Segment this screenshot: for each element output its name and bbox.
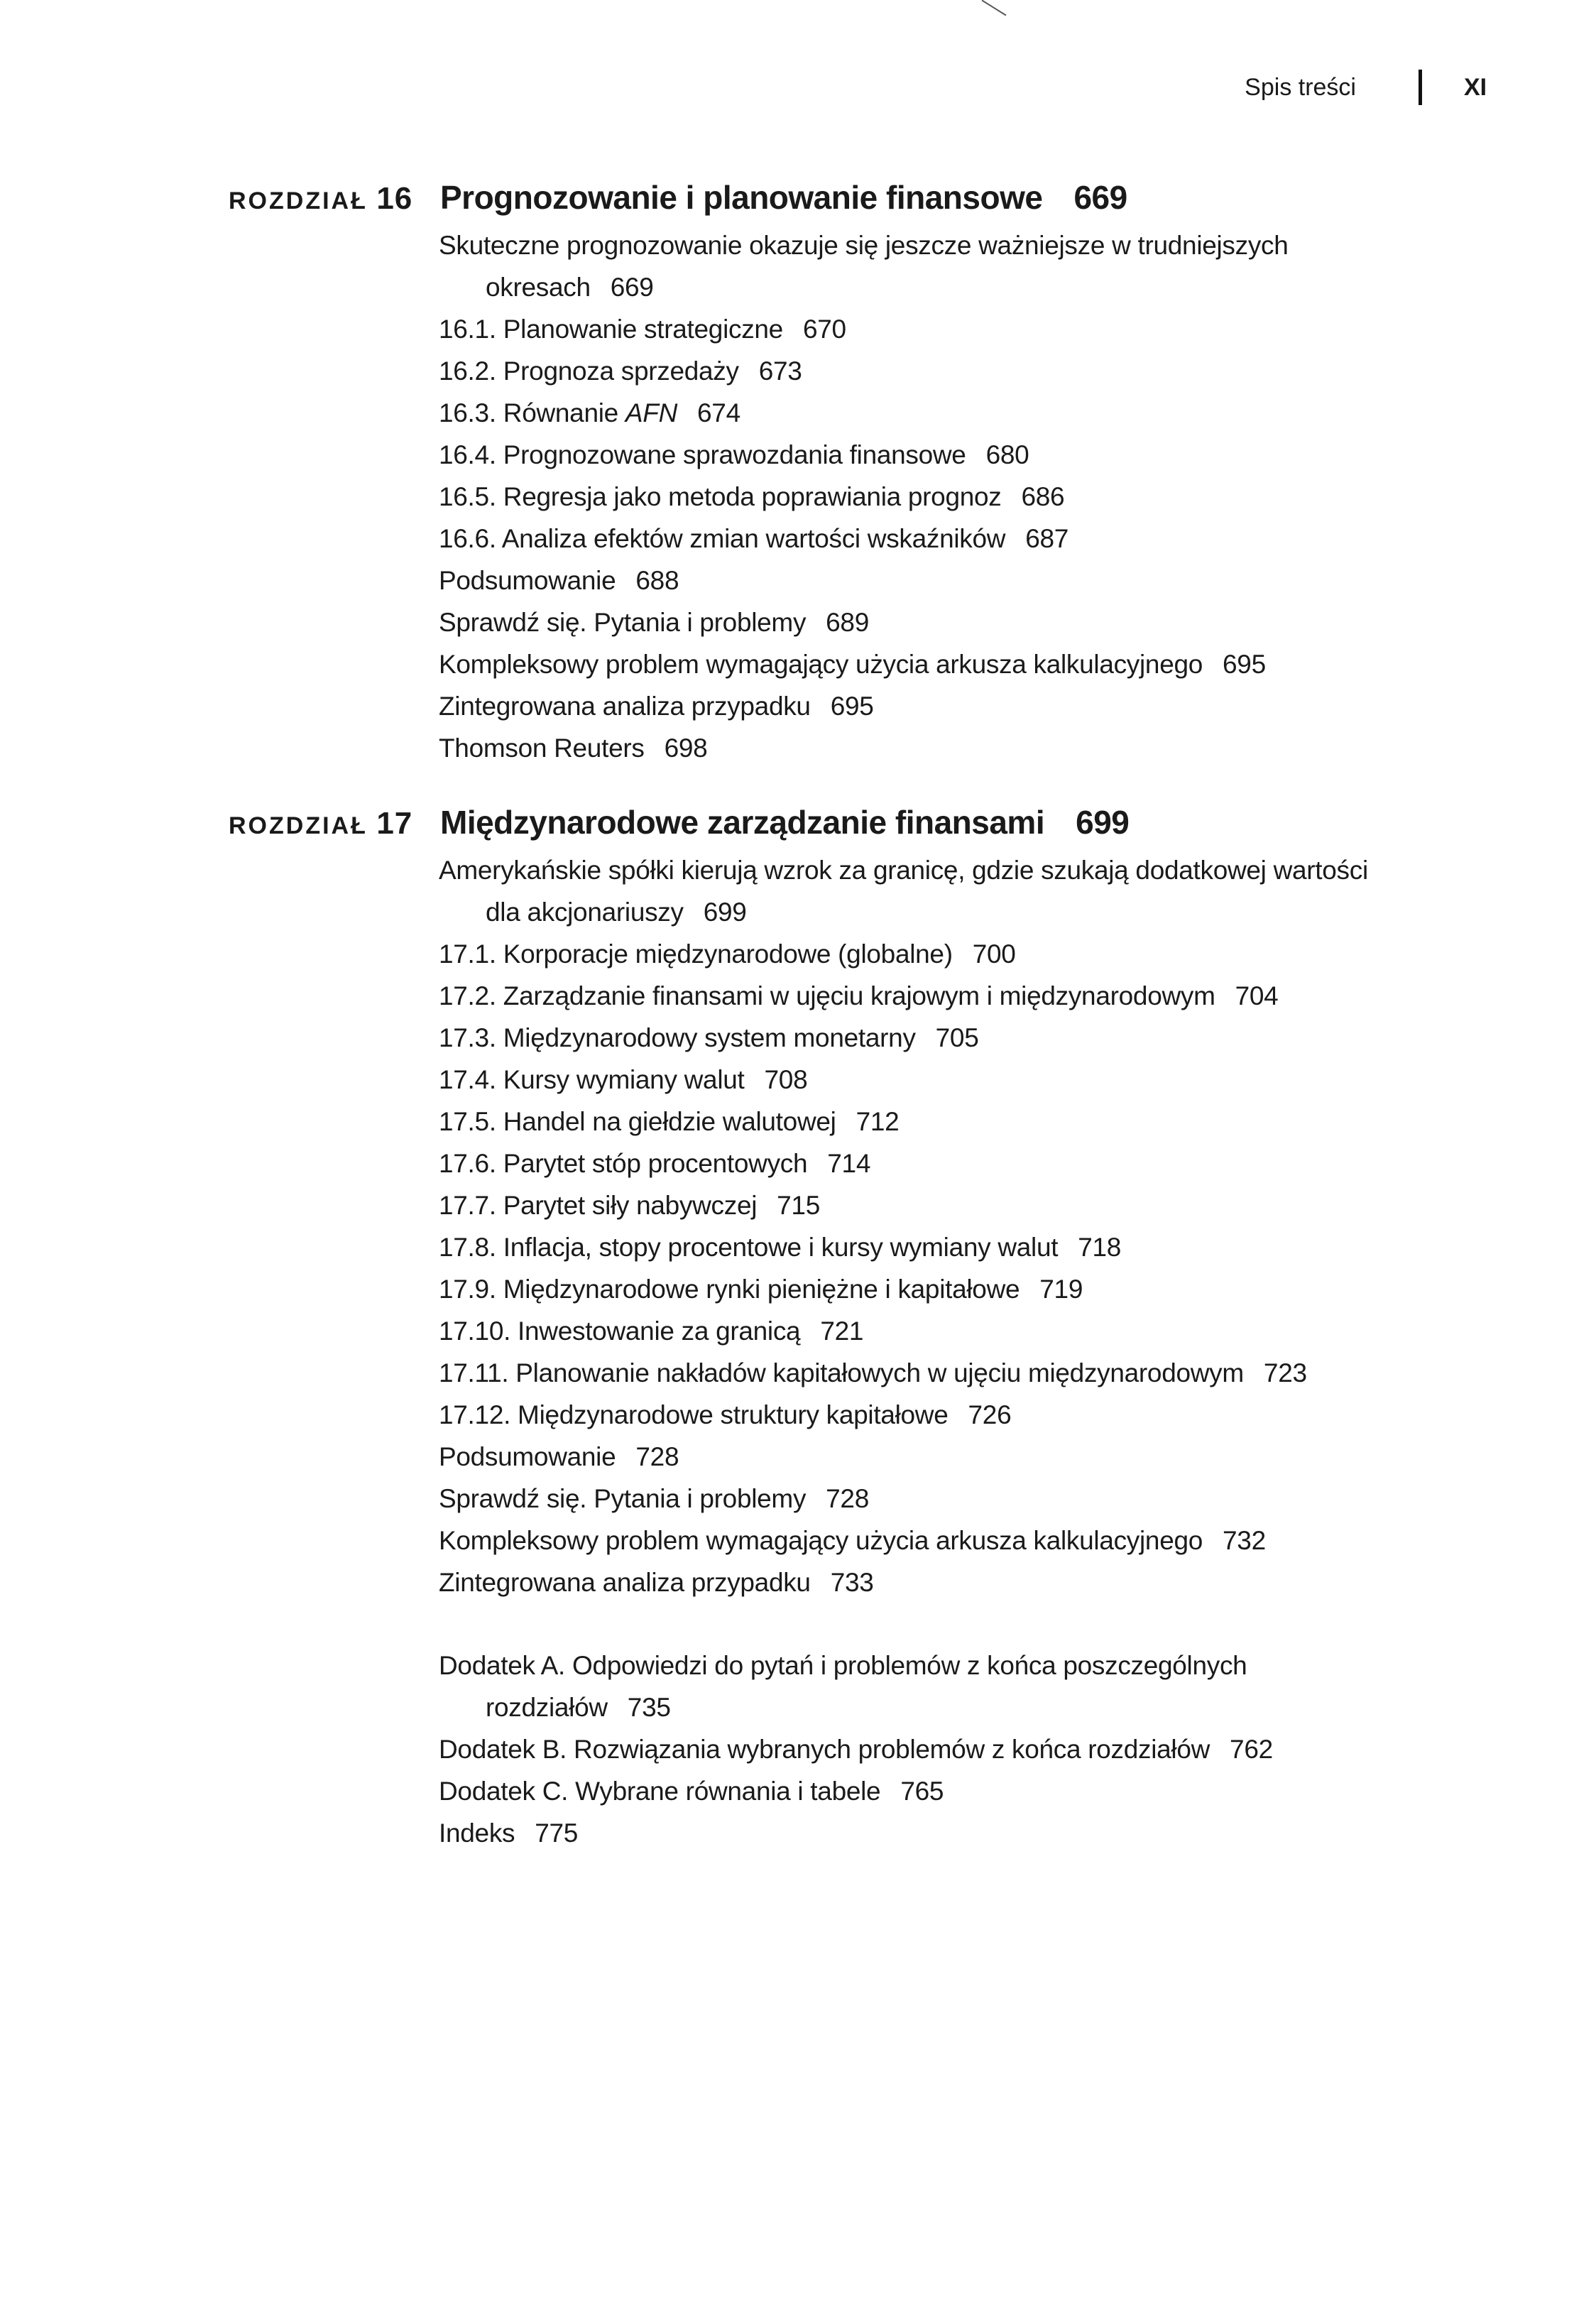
entry-page: 726 [968,1400,1012,1429]
entry-page: 695 [1223,650,1266,679]
chapter-page: 699 [1076,804,1130,841]
entry-page: 718 [1078,1233,1122,1262]
entry-title: 16.2. Prognoza sprzedaży [439,356,739,386]
header-page-number: XI [1464,74,1487,101]
toc-entry[interactable] [439,1436,1368,1478]
chapter-number: 17 [376,806,413,841]
toc-entry[interactable] [439,601,1289,643]
chapter-title[interactable] [440,800,1129,845]
toc-entry[interactable] [439,1017,1368,1059]
toc-entry[interactable] [439,1478,1368,1520]
entry-page: 670 [802,315,846,344]
entry-title: 17.12. Międzynarodowe struktury kapitałowe [439,1400,949,1429]
entry-page: 775 [535,1818,579,1848]
entry-page: 689 [826,608,869,637]
toc-entry[interactable] [439,1268,1368,1310]
chapter-entries [439,849,1368,1603]
toc-entry[interactable] [439,1520,1368,1561]
entry-page: 715 [777,1191,820,1220]
toc-entry[interactable] [439,727,1289,769]
entry-page: 669 [610,273,654,302]
entry-page: 705 [935,1023,979,1052]
entry-title: Kompleksowy problem wymagający użycia arkusza kalkulacyjnego [439,650,1203,679]
toc-entry[interactable] [439,975,1368,1017]
entry-title: 17.5. Handel na giełdzie walutowej [439,1107,836,1136]
toc-entry[interactable] [439,1184,1368,1226]
entry-page: 680 [985,440,1029,469]
entry-title: 17.11. Planowanie nakładów kapitałowych w ujęciu międzynarodowym [439,1358,1244,1387]
entry-page: 687 [1025,524,1069,553]
chapter-label-text: ROZDZIAŁ [229,812,368,839]
entry-page: 712 [856,1107,900,1136]
chapter-label [229,802,412,847]
entry-title-continuation: rozdziałów [486,1693,608,1722]
entry-title: Dodatek B. Rozwiązania wybranych problemów z końca rozdziałów [439,1735,1210,1764]
entry-page: 723 [1263,1358,1307,1387]
toc-entry[interactable] [439,518,1289,560]
entry-page: 765 [900,1777,944,1806]
entry-title: 17.6. Parytet stóp procentowych [439,1149,808,1178]
chapter-title-text: Prognozowanie i planowanie finansowe [440,179,1043,216]
chapter-page: 669 [1073,179,1127,216]
entry-title: Kompleksowy problem wymagający użycia arkusza kalkulacyjnego [439,1526,1203,1555]
toc-entry[interactable] [439,434,1289,476]
entry-title: 16.3. Równanie [439,398,625,427]
entry-title: 17.10. Inwestowanie za granicą [439,1316,801,1346]
chapter-title-text: Międzynarodowe zarządzanie finansami [440,804,1045,841]
header-section: Spis treści [1245,74,1356,101]
entry-title: 17.4. Kursy wymiany walut [439,1065,745,1094]
toc-entry[interactable] [439,1770,1273,1812]
entry-title: 16.5. Regresja jako metoda poprawiania prognoz [439,482,1002,511]
entry-title: Skuteczne prognozowanie okazuje się jeszcze ważniejsze w trudniejszych [439,231,1289,260]
toc-entry[interactable] [439,1143,1368,1184]
entry-page: 728 [635,1442,679,1471]
toc-entry[interactable] [439,1310,1368,1352]
scan-mark [982,0,1007,16]
entry-page: 688 [635,566,679,595]
entry-page: 732 [1223,1526,1266,1555]
toc-entry[interactable] [439,476,1289,518]
toc-entry[interactable] [439,1394,1368,1436]
entry-title: Zintegrowana analiza przypadku [439,692,811,721]
entry-title: Podsumowanie [439,1442,616,1471]
entry-page: 733 [830,1568,874,1597]
chapter-entries [439,224,1289,769]
toc-entry[interactable] [439,1059,1368,1101]
entry-title: 16.4. Prognozowane sprawozdania finansowe [439,440,966,469]
toc-entry[interactable] [439,1226,1368,1268]
entry-title: 17.3. Międzynarodowy system monetarny [439,1023,916,1052]
toc-entry-continuation[interactable] [439,891,1368,933]
toc-entry[interactable] [439,392,1289,434]
toc-entry-continuation[interactable] [439,266,1289,308]
header-divider [1419,70,1422,105]
toc-entry[interactable] [439,224,1289,266]
entry-title: Sprawdź się. Pytania i problemy [439,608,807,637]
entry-page: 673 [758,356,802,386]
entry-page: 686 [1021,482,1065,511]
toc-entry[interactable] [439,933,1368,975]
entry-page: 721 [820,1316,864,1346]
entry-page: 695 [830,692,874,721]
entry-title: 16.1. Planowanie strategiczne [439,315,783,344]
entry-page: 699 [703,898,747,927]
chapter-label-text: ROZDZIAŁ [229,187,368,214]
toc-entry[interactable] [439,1645,1273,1686]
entry-page: 698 [664,734,708,763]
entry-title: 17.1. Korporacje międzynarodowe (globalne) [439,939,953,969]
entry-title: Amerykańskie spółki kierują wzrok za granicę, gdzie szukają dodatkowej wartości [439,856,1368,885]
toc-entry-continuation[interactable] [439,1686,1273,1728]
toc-entry[interactable] [439,643,1289,685]
entry-title: Sprawdź się. Pytania i problemy [439,1484,807,1513]
toc-entry[interactable] [439,1728,1273,1770]
toc-entry[interactable] [439,1812,1273,1854]
entry-title: 16.6. Analiza efektów zmian wartości wskaźników [439,524,1006,553]
toc-entry[interactable] [439,560,1289,601]
entry-title: Zintegrowana analiza przypadku [439,1568,811,1597]
entry-page: 700 [972,939,1016,969]
toc-entry[interactable] [439,849,1368,891]
entry-title: Thomson Reuters [439,734,645,763]
entry-title: Podsumowanie [439,566,616,595]
running-header [1207,70,1534,112]
toc-entry[interactable] [439,1561,1368,1603]
toc-entry[interactable] [439,308,1289,350]
entry-page: 735 [627,1693,671,1722]
toc-entry[interactable] [439,350,1289,392]
chapter-label [229,178,412,222]
chapter-number: 16 [376,181,413,216]
entry-title: 17.2. Zarządzanie finansami w ujęciu krajowym i międzynarodowym [439,981,1215,1010]
entry-title: 17.8. Inflacja, stopy procentowe i kursy wymiany walut [439,1233,1059,1262]
entry-title: 17.7. Parytet siły nabywczej [439,1191,758,1220]
entry-title-continuation: dla akcjonariuszy [486,898,684,927]
entry-title-italic: AFN [625,398,678,427]
toc-entry[interactable] [439,1352,1368,1394]
entry-page: 714 [827,1149,871,1178]
entry-title: Dodatek C. Wybrane równania i tabele [439,1777,881,1806]
entry-title: Indeks [439,1818,515,1848]
toc-entry[interactable] [439,1101,1368,1143]
chapter-title[interactable] [440,175,1127,220]
entry-title: 17.9. Międzynarodowe rynki pieniężne i kapitałowe [439,1275,1020,1304]
entry-page: 728 [826,1484,869,1513]
entry-title: Dodatek A. Odpowiedzi do pytań i problemów z końca poszczególnych [439,1651,1247,1680]
entry-page: 708 [764,1065,808,1094]
entry-title-continuation: okresach [486,273,591,302]
toc-entry[interactable] [439,685,1289,727]
entry-page: 719 [1039,1275,1083,1304]
entry-page: 762 [1230,1735,1273,1764]
entry-page: 674 [697,398,740,427]
appendix-list [439,1645,1273,1854]
entry-page: 704 [1235,981,1279,1010]
